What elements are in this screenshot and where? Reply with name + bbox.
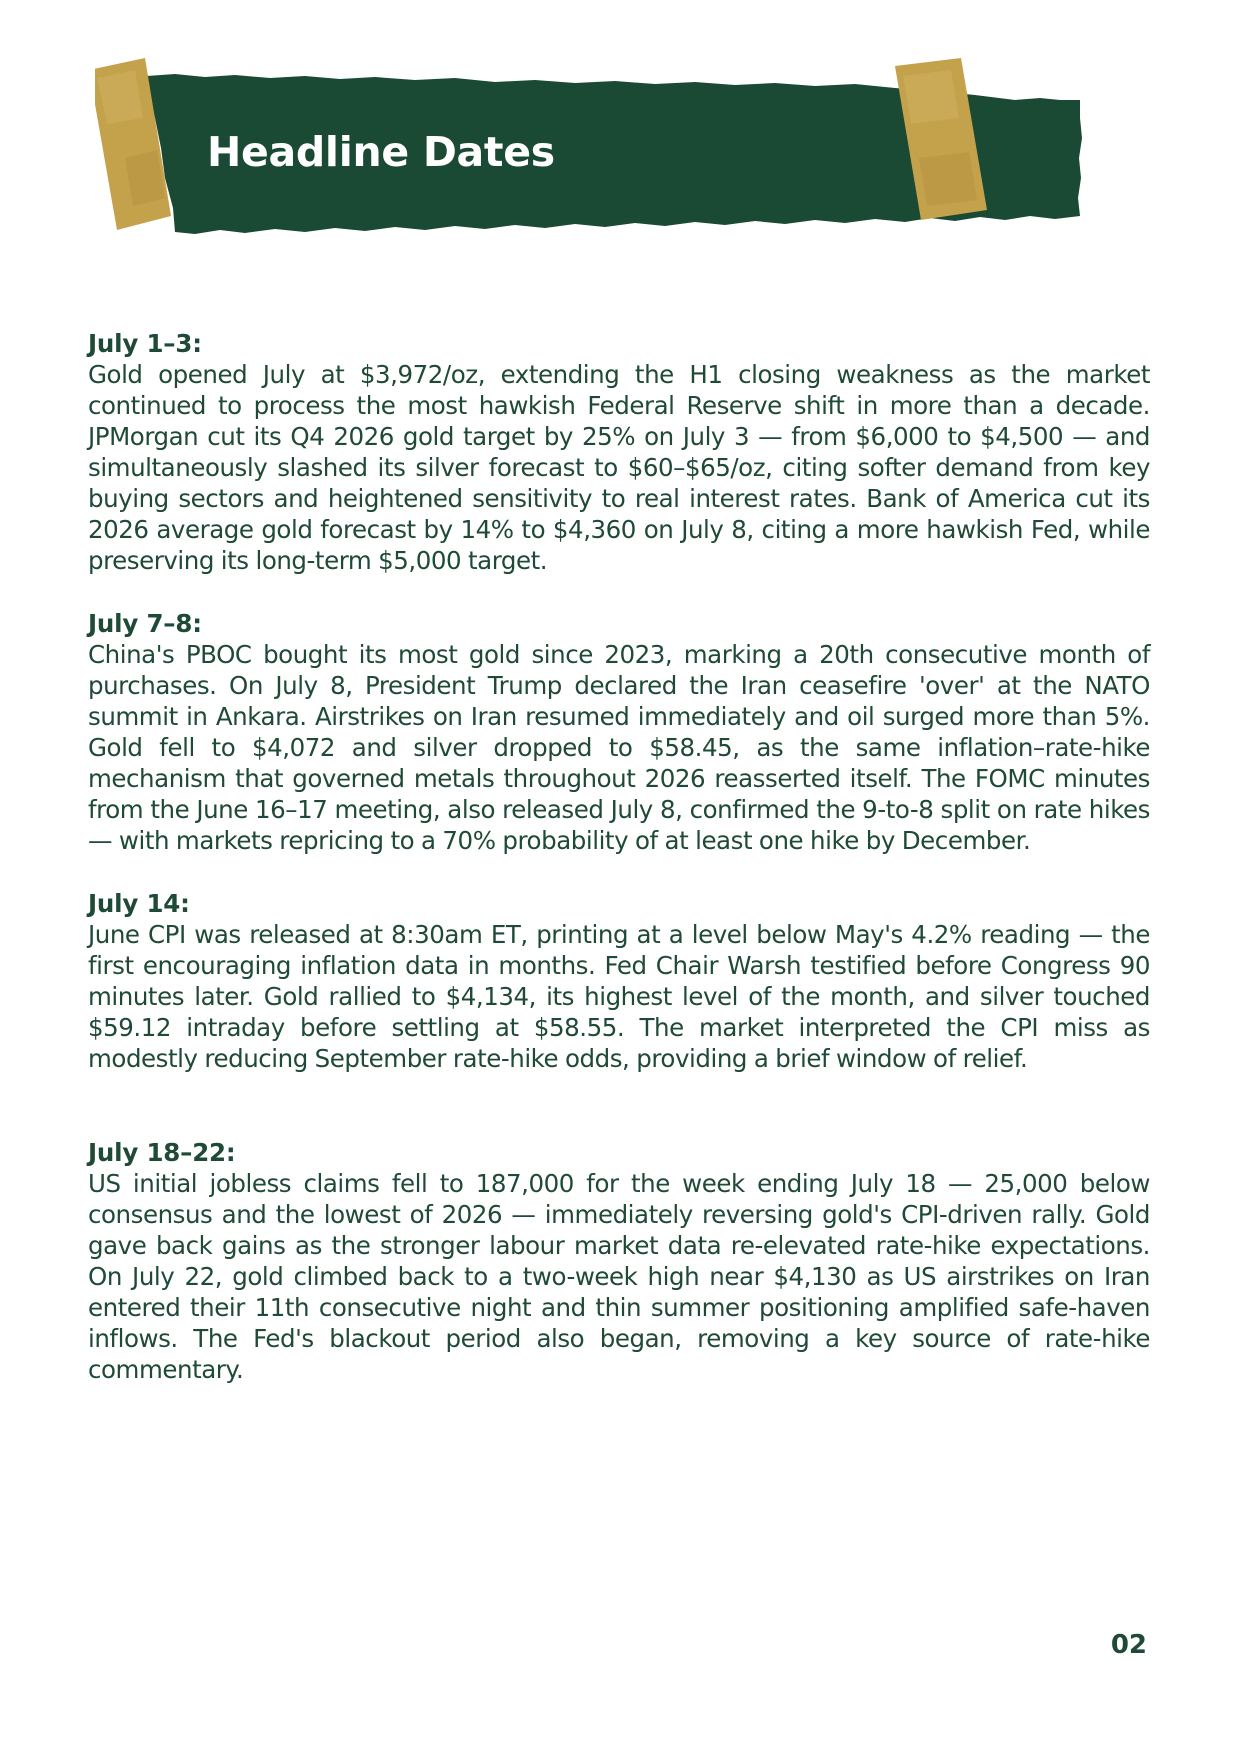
- entry-july-1-3: [88, 328, 1150, 576]
- entry-july-7-8: [88, 608, 1150, 856]
- entry-date: July 7–8:: [88, 609, 202, 638]
- entry-date: July 14:: [88, 889, 190, 918]
- entry-date: July 1–3:: [88, 329, 202, 358]
- page-number: 02: [1110, 1630, 1147, 1660]
- entry-july-18-22: [88, 1137, 1150, 1385]
- entry-july-14: [88, 888, 1150, 1074]
- entry-body: China's PBOC bought its most gold since 2023, marking a 20th consecutive month of purchases. On July 8, President Trump declared the Iran ceasefire 'over' at the NATO summit in Ankara. Airstrikes on Iran resumed immediately and oil surged more than 5%. Gold fell to $4,072 and silver dropped to $58.45, as the same inflation–rate-hike mechanism that governed metals throughout 2026 reasserted itself. The FOMC minutes from the June 16–17 meeting, also released July 8, confirmed the 9-to-8 split on rate hikes — with markets repricing to a 70% probability of at least one hike by December.: [88, 640, 1150, 855]
- headline-dates-list: [88, 328, 1150, 1385]
- entry-date: July 18–22:: [88, 1138, 236, 1167]
- entry-body: June CPI was released at 8:30am ET, printing at a level below May's 4.2% reading — the first encouraging inflation data in months. Fed Chair Warsh testified before Congress 90 minutes later. Gold rallied to $4,134, its highest level of the month, and silver touched $59.12 intraday before settling at $58.55. The market interpreted the CPI miss as modestly reducing September rate-hike odds, providing a brief window of relief.: [88, 920, 1150, 1073]
- entry-body: US initial jobless claims fell to 187,000 for the week ending July 18 — 25,000 below consensus and the lowest of 2026 — immediately reversing gold's CPI-driven rally. Gold gave back gains as the stronger labour market data re-elevated rate-hike expectations. On July 22, gold climbed back to a two-week high near $4,130 as US airstrikes on Iran entered their 11th consecutive night and thin summer positioning amplified safe-haven inflows. The Fed's blackout period also began, removing a key source of rate-hike commentary.: [88, 1169, 1150, 1384]
- entry-body: Gold opened July at $3,972/oz, extending the H1 closing weakness as the market continued to process the most hawkish Federal Reserve shift in more than a decade. JPMorgan cut its Q4 2026 gold target by 25% on July 3 — from $6,000 to $4,500 — and simultaneously slashed its silver forecast to $60–$65/oz, citing softer demand from key buying sectors and heightened sensitivity to real interest rates. Bank of America cut its 2026 average gold forecast by 14% to $4,360 on July 8, citing a more hawkish Fed, while preserving its long-term $5,000 target.: [88, 360, 1150, 575]
- page-title: Headline Dates: [207, 128, 555, 176]
- header-banner: [95, 58, 1105, 248]
